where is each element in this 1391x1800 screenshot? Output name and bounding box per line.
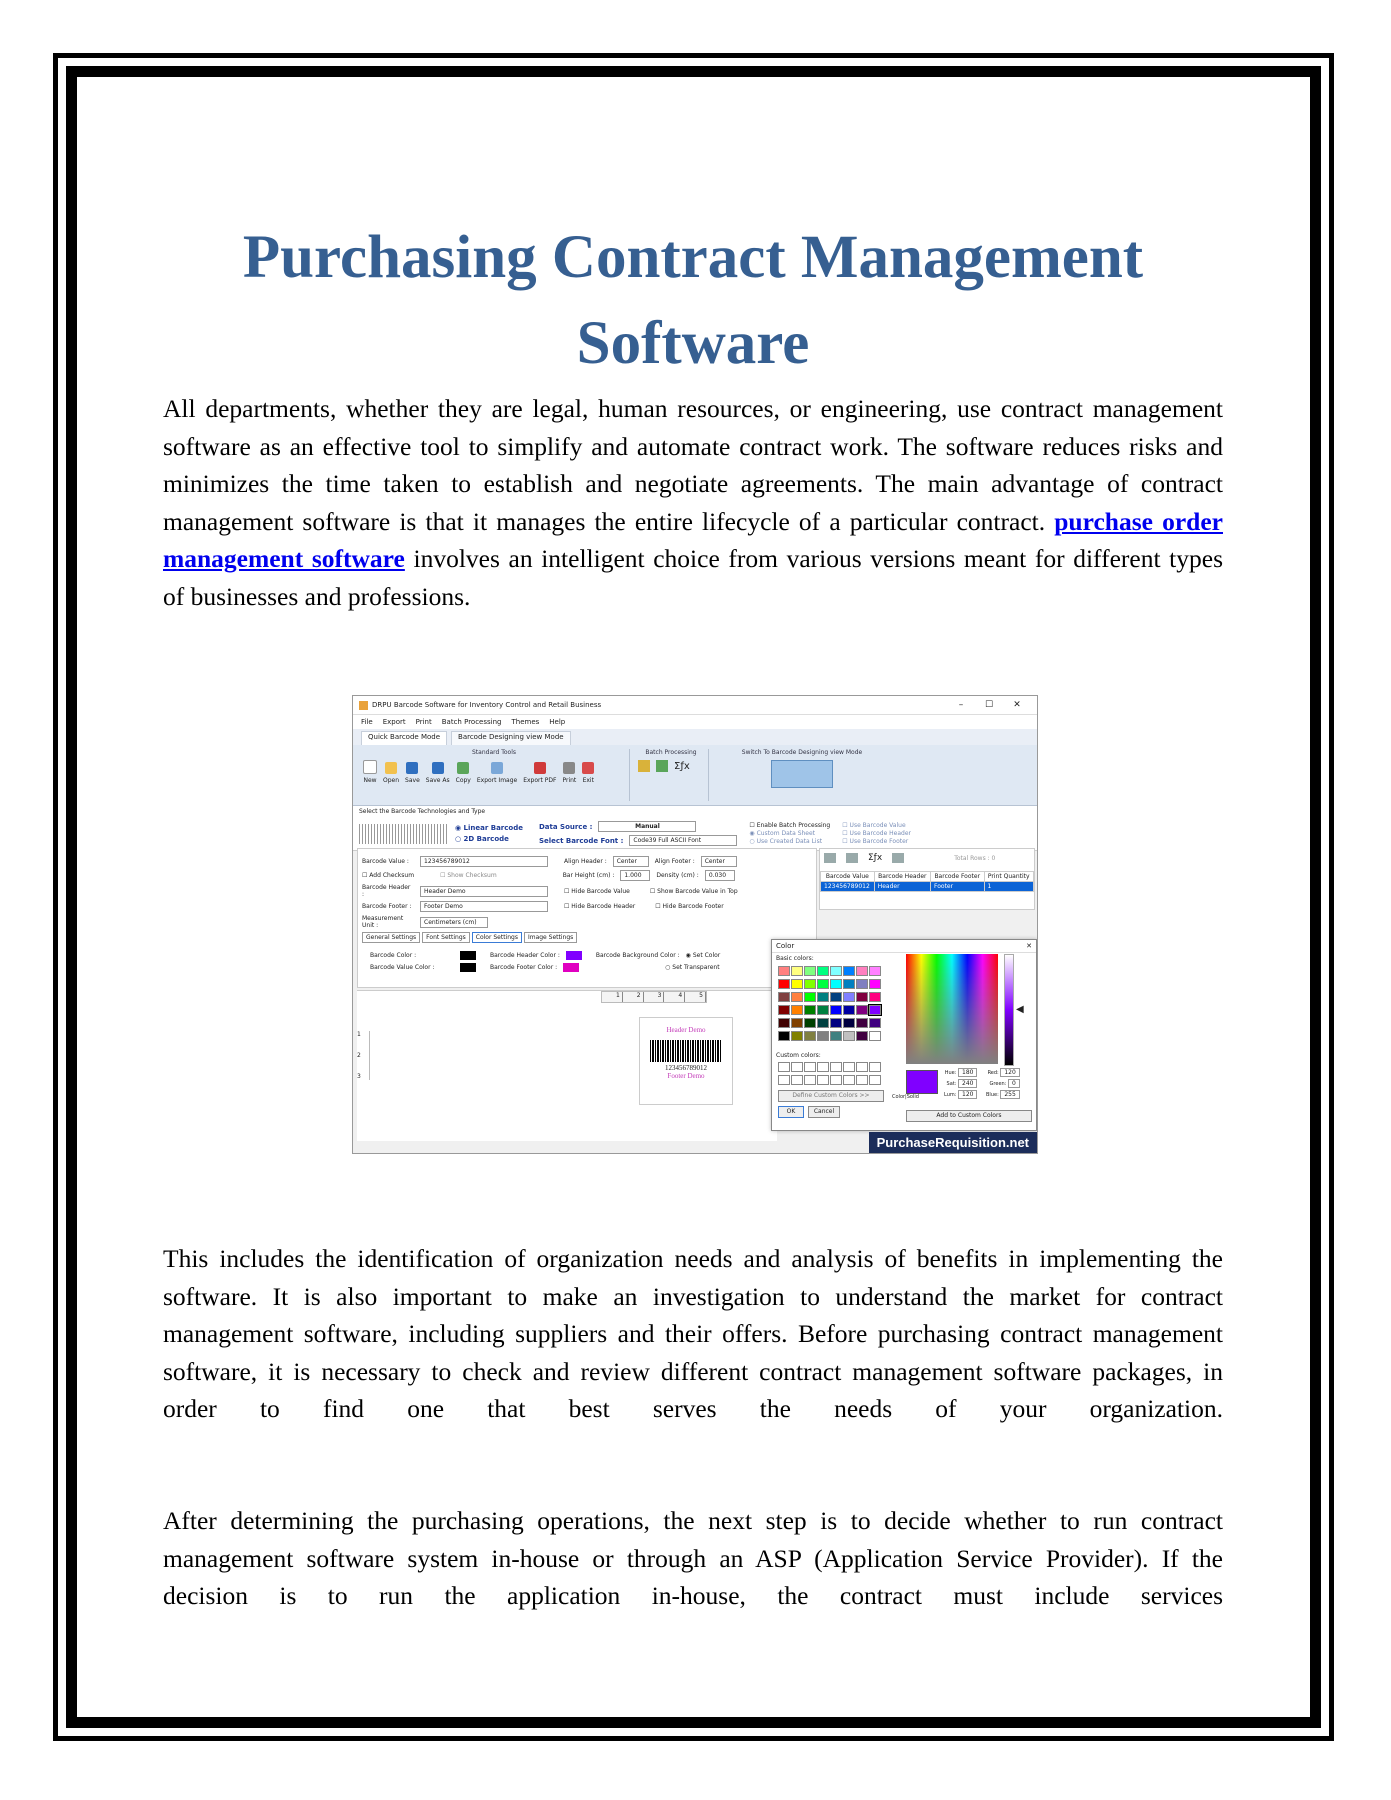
custom-swatch[interactable] [869,1075,881,1085]
barcode-type-icons[interactable] [359,824,449,844]
save-button[interactable]: Save [405,762,420,784]
color-swatch[interactable] [778,1018,790,1028]
color-swatch[interactable] [830,979,842,989]
color-swatch[interactable] [843,966,855,976]
color-swatch[interactable] [817,966,829,976]
standard-tools-group [359,749,630,801]
measurement-unit-label: Measurement Unit : [362,915,404,929]
color-swatch[interactable] [830,966,842,976]
color-swatch[interactable] [843,1018,855,1028]
tab-font-settings[interactable]: Font Settings [422,932,470,943]
color-swatch[interactable] [856,1018,868,1028]
lum-input[interactable]: 120 [958,1090,977,1099]
custom-swatch[interactable] [778,1075,790,1085]
color-swatch[interactable] [804,1005,816,1015]
barcode-technology-panel [353,806,1037,851]
tab-barcode-designing-mode[interactable]: Barcode Designing view Mode [451,731,571,745]
color-swatch[interactable] [843,1005,855,1015]
bar-height-input[interactable]: 1.000 [620,870,650,881]
batch-edit-icon[interactable] [638,760,650,772]
color-swatch[interactable] [778,966,790,976]
paragraph-3-block [163,1502,1223,1615]
color-swatch[interactable] [856,992,868,1002]
grid-toolbar-icon[interactable] [892,853,904,863]
tab-general-settings[interactable]: General Settings [362,932,420,943]
basic-colors-label: Basic colors: [776,955,814,962]
custom-swatch[interactable] [817,1062,829,1072]
color-swatch[interactable] [830,992,842,1002]
technology-title: Select the Barcode Technologies and Type [359,808,486,815]
luminance-slider[interactable] [1004,954,1014,1066]
app-icon [359,701,368,710]
measurement-unit-select[interactable]: Centimeters (cm) [420,917,488,928]
export-pdf-button[interactable]: Export PDF [523,762,556,784]
luminance-pointer-icon[interactable]: ◀ [1016,1004,1024,1015]
switch-view-button[interactable] [771,760,833,788]
custom-swatch[interactable] [778,1062,790,1072]
color-swatch[interactable] [804,992,816,1002]
color-solid-preview [906,1070,938,1094]
data-source-select[interactable]: Manual [598,821,696,832]
barcode-settings-form [357,848,817,988]
blue-input[interactable]: 255 [1000,1090,1019,1099]
label-value: 123456789012 [665,1064,707,1072]
color-swatch[interactable] [843,1031,855,1041]
paragraph-2: This includes the identification of organization needs and analysis of benefits in implementing the software. It is also important to make an investigation to understand the market for contract management software, including suppliers and their offers. Before purchasing contract management software, it is necessary to check and review different contract management software packages, in order to find one that best serves the needs of your organization. [163,1244,1223,1423]
open-icon [385,762,397,774]
custom-swatch[interactable] [843,1075,855,1085]
show-value-top-checkbox[interactable]: ☐ Show Barcode Value in Top [649,887,738,895]
exit-button[interactable]: Exit [582,762,594,784]
hide-value-checkbox[interactable]: ☐ Hide Barcode Value [564,887,630,895]
color-swatch[interactable] [843,979,855,989]
standard-tools-title: Standard Tools [472,749,516,756]
color-swatch[interactable] [843,992,855,1002]
table-header: Print Quantity [984,872,1034,882]
custom-swatch[interactable] [856,1062,868,1072]
color-swatch[interactable] [830,1005,842,1015]
design-canvas[interactable] [357,990,777,1141]
barcode-footer-label: Barcode Footer : [362,903,412,910]
formula-icon[interactable]: Σƒx [674,761,690,772]
barcode-value-input[interactable]: 123456789012 [420,856,548,867]
align-header-label: Align Header : [564,858,607,865]
basic-color-swatches [778,966,879,1041]
ruler: 1 2 3 4 5 [601,991,707,1003]
color-swatch[interactable] [791,966,803,976]
label-footer: Footer Demo [667,1072,705,1080]
custom-swatch[interactable] [804,1062,816,1072]
barcode-label-preview[interactable] [639,1017,733,1105]
label-header: Header Demo [666,1026,706,1034]
printer-icon [563,762,575,774]
color-swatch[interactable] [804,966,816,976]
header-color-swatch[interactable] [566,951,582,960]
color-swatch[interactable] [830,1031,842,1041]
density-label: Density (cm) : [656,872,699,879]
color-swatch[interactable] [856,979,868,989]
custom-swatch[interactable] [856,1075,868,1085]
close-icon[interactable]: ✕ [1013,700,1021,710]
custom-color-swatches [778,1062,879,1085]
table-cell[interactable]: 1 [984,882,1034,892]
color-swatch[interactable] [856,1031,868,1041]
table-header: Barcode Header [874,872,930,882]
color-swatch[interactable] [856,966,868,976]
footer-color-label: Barcode Footer Color : [490,964,558,971]
hue-input[interactable]: 180 [958,1068,977,1077]
menu-themes[interactable]: Themes [511,718,540,726]
color-swatch[interactable] [791,992,803,1002]
barcode-data-grid [819,848,1035,910]
ribbon-toolbar [353,745,1037,806]
ok-button[interactable]: OK [778,1106,804,1118]
color-swatch[interactable] [778,1005,790,1015]
header-color-label: Barcode Header Color : [490,952,560,959]
hide-header-checkbox[interactable]: ☐ Hide Barcode Header [564,903,636,910]
purchase-order-software-link[interactable]: purchase order management software [163,506,1223,573]
color-swatch[interactable] [817,1018,829,1028]
barcode-header-input[interactable]: Header Demo [420,886,548,897]
minimize-icon[interactable]: – [958,700,964,710]
color-swatch[interactable] [778,992,790,1002]
pdf-icon [534,762,546,774]
data-table [820,871,1034,892]
use-barcode-footer-checkbox[interactable]: ☐ Use Barcode Footer [842,838,909,845]
2d-barcode-radio[interactable]: ○ 2D Barcode [455,835,509,843]
paragraph-3: After determining the purchasing operations, the next step is to decide whether to run contract management software system in-house or through an ASP (Application Service Provider). If the decision is to run the application in-house, the contract must include services [163,1506,1223,1610]
intro-text-after-link: involves an intelligent choice from various versions meant for different types of businesses and professions. [163,544,1223,611]
custom-swatch[interactable] [869,1062,881,1072]
color-swatch[interactable] [869,1005,881,1015]
color-swatch[interactable] [869,1031,881,1041]
software-screenshot [352,695,1038,1154]
page-title: Purchasing Contract Management Software [242,224,1144,377]
menu-help[interactable]: Help [549,718,566,726]
barcode-color-swatch[interactable] [460,951,476,960]
row-ruler: 1 2 3 [357,1031,370,1080]
grid-toolbar-icon[interactable] [846,853,858,863]
menu-file[interactable]: File [361,718,373,726]
menu-print[interactable]: Print [415,718,432,726]
color-swatch[interactable] [778,979,790,989]
align-header-select[interactable]: Center [613,856,649,867]
menu-export[interactable]: Export [382,718,406,726]
table-header: Barcode Footer [931,872,985,882]
background-color-label: Barcode Background Color : [595,952,680,959]
custom-data-sheet-radio[interactable]: ◉ Custom Data Sheet [749,830,816,837]
color-swatch[interactable] [817,992,829,1002]
color-swatch[interactable] [817,979,829,989]
align-footer-select[interactable]: Center [701,856,737,867]
menu-batch-processing[interactable]: Batch Processing [441,718,502,726]
color-swatch[interactable] [869,979,881,989]
enable-batch-checkbox[interactable]: ☐ Enable Batch Processing [749,822,831,829]
color-dialog-title: Color [776,942,795,950]
barcode-value-label: Barcode Value : [362,858,409,865]
tab-quick-barcode-mode[interactable]: Quick Barcode Mode [361,731,447,745]
add-checksum-checkbox[interactable]: ☐ Add Checksum [362,872,415,879]
batch-series-icon[interactable] [656,760,668,772]
save-icon [406,762,418,774]
window-title: DRPU Barcode Software for Inventory Control and Retail Business [372,701,602,709]
color-swatch[interactable] [804,1018,816,1028]
custom-colors-label: Custom colors: [776,1052,821,1059]
mode-tabs [353,729,1037,745]
custom-swatch[interactable] [791,1075,803,1085]
menu-bar [353,715,1037,729]
intro-paragraph [163,390,1223,615]
green-input[interactable]: 0 [1008,1079,1020,1088]
total-rows-label: Total Rows : 0 [954,854,996,862]
color-swatch[interactable] [791,1031,803,1041]
align-footer-label: Align Footer : [654,858,695,865]
color-swatch[interactable] [804,979,816,989]
barcode-font-select[interactable]: Code39 Full ASCII Font [629,835,737,846]
watermark: PurchaseRequisition.net [869,1132,1037,1153]
color-swatch[interactable] [804,1031,816,1041]
exit-icon [582,762,594,774]
switch-view-group [713,749,891,801]
paragraph-2-block [163,1240,1223,1428]
batch-processing-group [634,749,709,801]
color-solid-label: Color|Solid [892,1094,919,1100]
new-icon [363,760,377,774]
custom-swatch[interactable] [817,1075,829,1085]
footer-color-swatch[interactable] [563,963,579,972]
data-source-label: Data Source : [538,822,593,831]
table-cell[interactable]: Footer [931,882,985,892]
color-dialog [771,939,1037,1131]
save-as-button[interactable]: Save As [426,762,450,784]
define-custom-colors-button[interactable]: Define Custom Colors >> [778,1090,884,1102]
set-color-radio[interactable]: ◉ Set Color [685,952,721,959]
barcode-value-color-label: Barcode Value Color : [370,964,435,971]
bar-height-label: Bar Height (cm) : [562,872,615,879]
linear-barcode-radio[interactable]: ◉ Linear Barcode [455,824,523,832]
save-as-icon [432,762,444,774]
custom-swatch[interactable] [804,1075,816,1085]
maximize-icon[interactable]: ☐ [984,700,994,710]
color-swatch[interactable] [791,1005,803,1015]
close-icon[interactable]: ✕ [1026,942,1032,950]
show-checksum-checkbox[interactable]: ☐ Show Checksum [440,872,497,879]
tab-image-settings[interactable]: Image Settings [524,932,577,943]
table-header: Barcode Value [821,872,875,882]
new-button[interactable]: New [363,760,377,784]
color-swatch[interactable] [869,1018,881,1028]
density-input[interactable]: 0.030 [705,870,735,881]
set-transparent-radio[interactable]: ○ Set Transparent [665,964,720,971]
hide-footer-checkbox[interactable]: ☐ Hide Barcode Footer [655,903,724,910]
color-swatch[interactable] [830,1018,842,1028]
export-image-button[interactable]: Export Image [477,762,517,784]
copy-icon [457,762,469,774]
red-input[interactable]: 120 [1000,1068,1019,1077]
color-swatch[interactable] [791,1018,803,1028]
intro-paragraph-block [163,390,1223,615]
hsl-fields: Hue: 180 Sat: 240 Lum: 120 [944,1068,977,1101]
window-titlebar [353,696,1037,715]
image-icon [491,762,503,774]
batch-processing-title: Batch Processing [645,749,697,756]
intro-text-before-link: All departments, whether they are legal, human resources, or engineering, use contract management software as an effective tool to simplify and automate contract work. The software reduces risks and minimizes the time taken to establish and negotiate agreements. The main advantage of contract management software is that it manages the entire lifecycle of a particular contract. [163,394,1223,536]
barcode-value-color-swatch[interactable] [460,963,476,972]
add-to-custom-colors-button[interactable]: Add to Custom Colors [906,1110,1032,1122]
created-data-list-radio[interactable]: ○ Use Created Data List [749,838,823,845]
color-swatch[interactable] [778,1031,790,1041]
barcode-font-label: Select Barcode Font : [538,836,624,845]
barcode-footer-input[interactable]: Footer Demo [420,901,548,912]
sat-input[interactable]: 240 [958,1079,977,1088]
print-button[interactable]: Print [562,762,576,784]
color-swatch[interactable] [869,992,881,1002]
custom-swatch[interactable] [830,1062,842,1072]
switch-view-title: Switch To Barcode Designing view Mode [741,749,863,756]
color-spectrum[interactable] [906,954,998,1064]
cancel-button[interactable]: Cancel [808,1106,840,1118]
color-swatch[interactable] [791,979,803,989]
grid-toolbar-icon[interactable] [824,853,836,863]
table-cell[interactable]: Header [874,882,930,892]
use-barcode-value-checkbox[interactable]: ☐ Use Barcode Value [842,822,906,829]
barcode-color-label: Barcode Color : [370,952,417,959]
formula-icon[interactable]: Σƒx [868,853,883,863]
color-swatch[interactable] [869,966,881,976]
color-swatch[interactable] [856,1005,868,1015]
custom-swatch[interactable] [791,1062,803,1072]
color-swatch[interactable] [817,1031,829,1041]
copy-button[interactable]: Copy [456,762,471,784]
color-swatch[interactable] [817,1005,829,1015]
use-barcode-header-checkbox[interactable]: ☐ Use Barcode Header [842,830,912,837]
barcode-header-label: Barcode Header : [362,884,411,898]
table-cell[interactable]: 123456789012 [821,882,875,892]
open-button[interactable]: Open [383,762,399,784]
rgb-fields: Red: 120 Green: 0 Blue: 255 [986,1068,1020,1101]
tab-color-settings[interactable]: Color Settings [472,932,522,943]
barcode-bars [650,1040,722,1062]
custom-swatch[interactable] [830,1075,842,1085]
table-row[interactable] [821,882,1034,892]
custom-swatch[interactable] [843,1062,855,1072]
